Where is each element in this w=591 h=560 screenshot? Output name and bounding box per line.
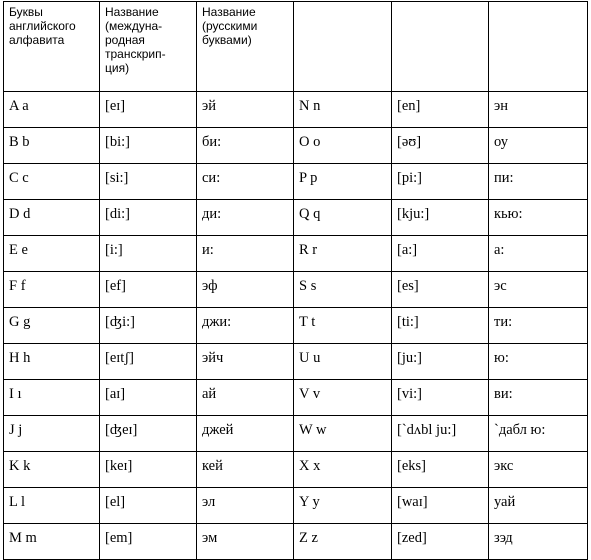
table-row [4, 236, 588, 272]
table-row [4, 164, 588, 200]
russian-name-cell: джей [197, 416, 294, 452]
letter-cell: Z z [294, 524, 392, 560]
header-letters-2 [294, 2, 392, 92]
transcription-cell: [ef] [100, 272, 197, 308]
table-row [4, 488, 588, 524]
russian-name-cell: эн [489, 92, 588, 128]
letter-cell: H h [4, 344, 100, 380]
letter-cell: S s [294, 272, 392, 308]
header-row [4, 2, 588, 92]
letter-cell: E e [4, 236, 100, 272]
table-row [4, 416, 588, 452]
russian-name-cell: джи: [197, 308, 294, 344]
russian-name-cell: ди: [197, 200, 294, 236]
transcription-cell: [eɪtʃ] [100, 344, 197, 380]
header-intl-transcription: Название (междуна- родная транскрип- ция) [100, 2, 197, 92]
transcription-cell: [em] [100, 524, 197, 560]
russian-name-cell: уай [489, 488, 588, 524]
transcription-cell: [`dʌbl ju:] [392, 416, 489, 452]
table-row [4, 200, 588, 236]
letter-cell: V v [294, 380, 392, 416]
russian-name-cell: оу [489, 128, 588, 164]
russian-name-cell: эф [197, 272, 294, 308]
transcription-cell: [ju:] [392, 344, 489, 380]
table-row [4, 128, 588, 164]
russian-name-cell: ай [197, 380, 294, 416]
transcription-cell: [eɪ] [100, 92, 197, 128]
letter-cell: J j [4, 416, 100, 452]
transcription-cell: [kju:] [392, 200, 489, 236]
table-row [4, 272, 588, 308]
table-row [4, 452, 588, 488]
russian-name-cell: эм [197, 524, 294, 560]
letter-cell: D d [4, 200, 100, 236]
letter-cell: Q q [294, 200, 392, 236]
russian-name-cell: би: [197, 128, 294, 164]
russian-name-cell: эс [489, 272, 588, 308]
header-russian-name: Название (русскими буквами) [197, 2, 294, 92]
russian-name-cell: и: [197, 236, 294, 272]
letter-cell: M m [4, 524, 100, 560]
russian-name-cell: `дабл ю: [489, 416, 588, 452]
russian-name-cell: эл [197, 488, 294, 524]
transcription-cell: [di:] [100, 200, 197, 236]
table-row [4, 524, 588, 560]
letter-cell: A a [4, 92, 100, 128]
transcription-cell: [vi:] [392, 380, 489, 416]
header-russian-name-2 [489, 2, 588, 92]
letter-cell: R r [294, 236, 392, 272]
letter-cell: Y y [294, 488, 392, 524]
transcription-cell: [bi:] [100, 128, 197, 164]
transcription-cell: [zed] [392, 524, 489, 560]
russian-name-cell: а: [489, 236, 588, 272]
russian-name-cell: пи: [489, 164, 588, 200]
header-letters: Буквы английского алфавита [4, 2, 100, 92]
russian-name-cell: ви: [489, 380, 588, 416]
letter-cell: N n [294, 92, 392, 128]
header-intl-transcription-2 [392, 2, 489, 92]
transcription-cell: [en] [392, 92, 489, 128]
table-row [4, 92, 588, 128]
table-row [4, 308, 588, 344]
letter-cell: B b [4, 128, 100, 164]
transcription-cell: [ʤeɪ] [100, 416, 197, 452]
letter-cell: L l [4, 488, 100, 524]
transcription-cell: [a:] [392, 236, 489, 272]
russian-name-cell: кей [197, 452, 294, 488]
transcription-cell: [pi:] [392, 164, 489, 200]
transcription-cell: [aɪ] [100, 380, 197, 416]
letter-cell: I ı [4, 380, 100, 416]
russian-name-cell: кью: [489, 200, 588, 236]
letter-cell: O o [294, 128, 392, 164]
transcription-cell: [waɪ] [392, 488, 489, 524]
russian-name-cell: экс [489, 452, 588, 488]
transcription-cell: [əʊ] [392, 128, 489, 164]
letter-cell: U u [294, 344, 392, 380]
transcription-cell: [ti:] [392, 308, 489, 344]
table-row [4, 380, 588, 416]
letter-cell: X x [294, 452, 392, 488]
russian-name-cell: си: [197, 164, 294, 200]
letter-cell: K k [4, 452, 100, 488]
russian-name-cell: эй [197, 92, 294, 128]
transcription-cell: [i:] [100, 236, 197, 272]
letter-cell: W w [294, 416, 392, 452]
transcription-cell: [si:] [100, 164, 197, 200]
letter-cell: P p [294, 164, 392, 200]
alphabet-table [3, 1, 588, 560]
letter-cell: C c [4, 164, 100, 200]
transcription-cell: [ʤi:] [100, 308, 197, 344]
russian-name-cell: ю: [489, 344, 588, 380]
letter-cell: G g [4, 308, 100, 344]
russian-name-cell: ти: [489, 308, 588, 344]
russian-name-cell: эйч [197, 344, 294, 380]
transcription-cell: [eks] [392, 452, 489, 488]
letter-cell: T t [294, 308, 392, 344]
letter-cell: F f [4, 272, 100, 308]
russian-name-cell: зэд [489, 524, 588, 560]
transcription-cell: [keɪ] [100, 452, 197, 488]
transcription-cell: [es] [392, 272, 489, 308]
transcription-cell: [el] [100, 488, 197, 524]
table-row [4, 344, 588, 380]
